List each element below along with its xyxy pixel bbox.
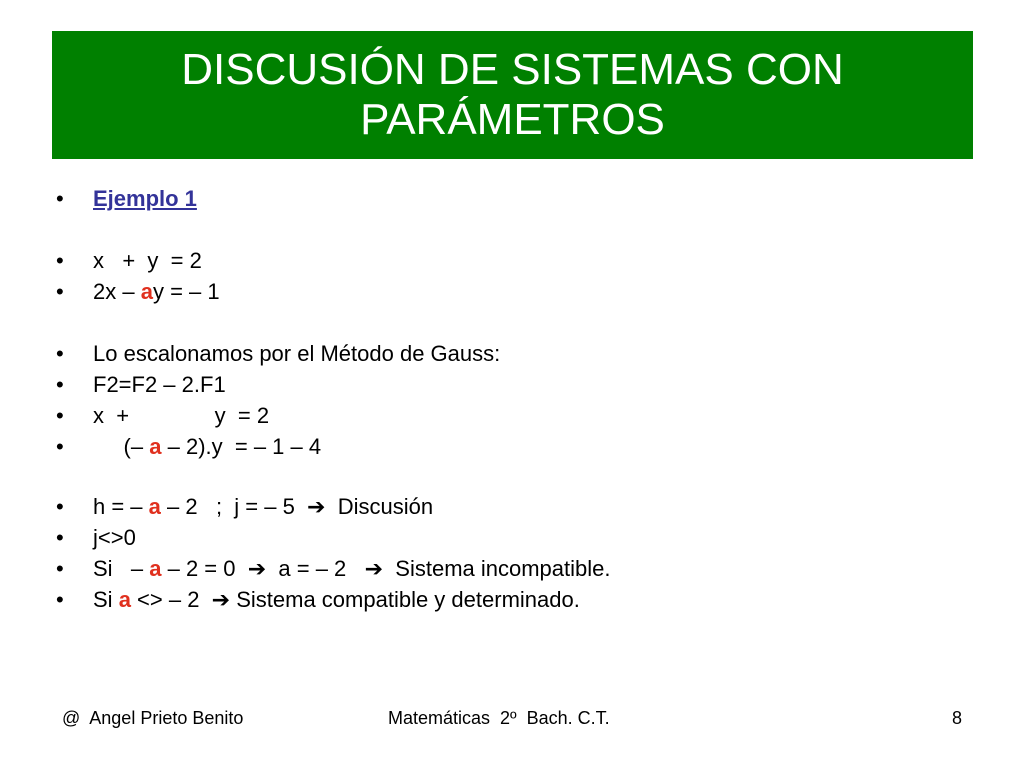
parameter-a: a [148,494,161,519]
parameter-a: a [149,556,162,581]
bullet: • [56,248,64,273]
bullet: • [56,403,64,428]
bullet: • [56,434,64,459]
equation-1: x + y = 2 [93,248,202,273]
row-operation: F2=F2 – 2.F1 [93,372,226,397]
arrow-right-icon: ➔ [307,494,326,519]
h-definition-part-b: – 2 ; j = – 5 [160,494,308,519]
list-item-si2 [56,587,580,613]
case-1-part-b: – 2 = 0 [161,556,248,581]
bullet: • [56,587,64,612]
parameter-a: a [118,587,131,612]
list-item-si1 [56,556,611,582]
case-1-result: Sistema incompatible. [383,556,611,581]
footer-page-number: 8 [952,708,963,728]
title-line-2: PARÁMETROS [360,95,665,144]
h-definition-part-a: h = – [93,494,149,519]
list-item-eq3 [56,403,269,429]
example-link[interactable]: Ejemplo 1 [93,186,197,211]
case-2-part-a: Si [93,587,119,612]
bullet: • [56,494,64,519]
list-item-eq2 [56,279,220,305]
footer-author: @ Angel Prieto Benito [62,708,244,728]
case-1-part-a: Si – [93,556,150,581]
gauss-method-text: Lo escalonamos por el Método de Gauss: [93,341,501,366]
case-2-part-b: <> – 2 [130,587,212,612]
list-item-gauss [56,341,500,367]
case-1-part-c: a = – 2 [266,556,365,581]
j-condition: j<>0 [93,525,136,550]
equation-3: x + y = 2 [93,403,270,428]
parameter-a: a [149,434,162,459]
bullet: • [56,556,64,581]
equation-2-part-a: 2x – [93,279,141,304]
arrow-right-icon: ➔ [247,556,267,581]
arrow-right-icon: ➔ [211,587,231,612]
list-item-j [56,525,136,551]
parameter-a: a [140,279,153,304]
discussion-label: Discusión [325,494,434,519]
equation-4-part-b: – 2).y = – 1 – 4 [161,434,322,459]
arrow-right-icon: ➔ [364,556,384,581]
case-2-result: Sistema compatible y determinado. [230,587,580,612]
bullet: • [56,372,64,397]
bullet: • [56,186,64,211]
list-item-eq1 [56,248,202,274]
equation-2-part-b: y = – 1 [152,279,220,304]
equation-4-part-a: (– [93,434,150,459]
title-line-1: DISCUSIÓN DE SISTEMAS CON [181,45,844,94]
bullet: • [56,525,64,550]
list-item-eq4 [56,434,321,460]
bullet: • [56,279,64,304]
list-item-example [56,186,197,212]
list-item-h [56,494,433,520]
bullet: • [56,341,64,366]
list-item-f2 [56,372,226,398]
footer-course: Matemáticas 2º Bach. C.T. [388,708,610,728]
